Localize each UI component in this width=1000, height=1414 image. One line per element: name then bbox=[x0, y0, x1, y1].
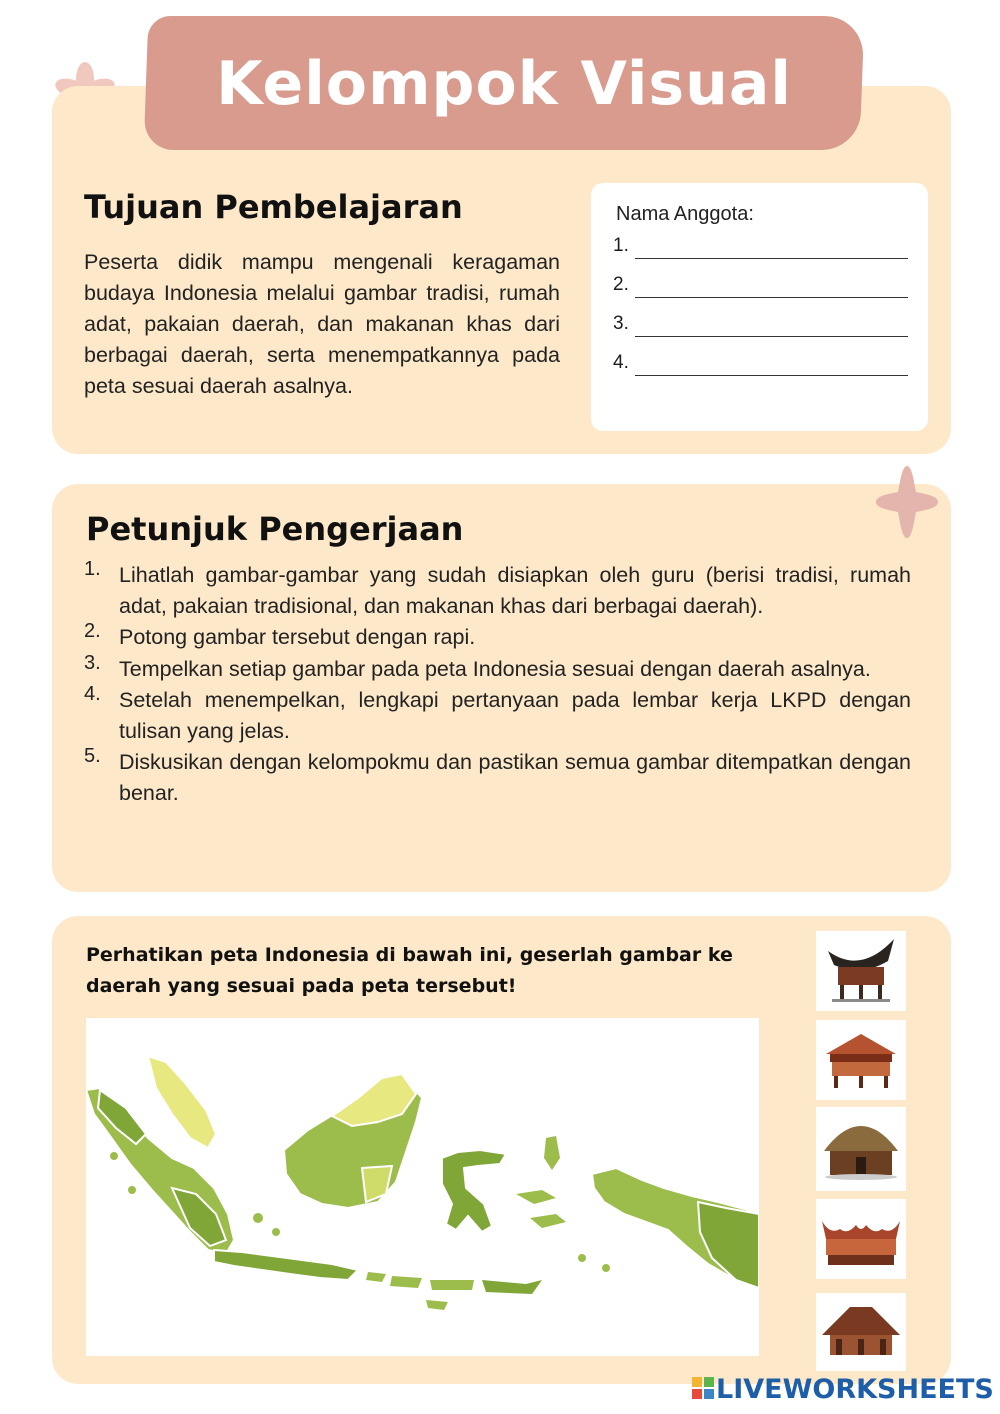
member-number: 1. bbox=[613, 235, 629, 256]
map-region-nusa-tenggara-4 bbox=[482, 1280, 542, 1294]
map-region-island bbox=[272, 1228, 280, 1236]
instructions-list bbox=[84, 560, 911, 810]
step-number: 1. bbox=[84, 558, 101, 580]
page-title: Kelompok Visual bbox=[216, 49, 792, 119]
map-region-java bbox=[214, 1250, 358, 1280]
activity-prompt: Perhatikan peta Indonesia di bawah ini, geserlah gambar ke daerah yang sesuai pada peta tersebut! bbox=[86, 944, 733, 997]
map-region-island bbox=[578, 1254, 586, 1262]
step-text: Diskusikan dengan kelompokmu dan pastikan semua gambar ditempatkan dengan benar. bbox=[119, 750, 911, 806]
rumah-gadang-icon bbox=[816, 1199, 906, 1279]
map-region-island bbox=[128, 1186, 136, 1194]
map-region-island bbox=[110, 1152, 118, 1160]
map-region-malaya bbox=[148, 1056, 216, 1148]
member-row bbox=[613, 268, 908, 298]
map-region-maluku bbox=[544, 1136, 560, 1170]
objectives-heading: Tujuan Pembelajaran bbox=[84, 188, 463, 226]
draggable-house-image[interactable] bbox=[816, 1293, 906, 1371]
members-label: Nama Anggota: bbox=[616, 203, 754, 225]
map-region-maluku-2 bbox=[516, 1190, 556, 1204]
step-number: 5. bbox=[84, 745, 101, 768]
members-box bbox=[591, 183, 928, 431]
tongkonan-house-icon bbox=[816, 931, 906, 1011]
map-region-sulawesi bbox=[442, 1150, 506, 1232]
map-region-nusa-tenggara-5 bbox=[426, 1300, 448, 1310]
member-number: 4. bbox=[613, 352, 629, 373]
instructions-heading: Petunjuk Pengerjaan bbox=[86, 510, 464, 548]
honai-house-icon bbox=[816, 1107, 906, 1191]
member-name-field[interactable] bbox=[635, 336, 908, 337]
member-row bbox=[613, 229, 908, 259]
rumah-adat-icon bbox=[816, 1020, 906, 1100]
member-row bbox=[613, 307, 908, 337]
joglo-house-icon bbox=[816, 1293, 906, 1371]
list-item bbox=[84, 747, 911, 809]
step-text: Setelah menempelkan, lengkapi pertanyaan pada lembar kerja LKPD dengan tulisan yang jelas. bbox=[119, 687, 911, 744]
objectives-text: Peserta didik mampu mengenali keragaman budaya Indonesia melalui gambar tradisi, rumah adat, pakaian daerah, dan makanan khas dari berbagai daerah, serta menempatkannya pada peta sesuai daerah asalnya. bbox=[84, 250, 560, 398]
step-text: Potong gambar tersebut dengan rapi. bbox=[119, 625, 476, 650]
map-drop-area[interactable] bbox=[86, 1018, 759, 1356]
map-region-nusa-tenggara-3 bbox=[430, 1280, 474, 1290]
sparkle-decoration-icon bbox=[872, 462, 942, 542]
brand-text: LIVEWORKSHEETS bbox=[716, 1374, 994, 1405]
step-number: 4. bbox=[84, 682, 101, 705]
member-name-field[interactable] bbox=[635, 297, 908, 298]
map-region-island bbox=[602, 1264, 610, 1272]
step-number: 2. bbox=[84, 620, 101, 643]
draggable-house-image[interactable] bbox=[816, 1020, 906, 1100]
list-item bbox=[84, 560, 911, 622]
draggable-house-image[interactable] bbox=[816, 1107, 906, 1191]
list-item bbox=[84, 682, 911, 747]
map-region-nusa-tenggara-2 bbox=[390, 1276, 422, 1288]
map-region-nusa-tenggara bbox=[366, 1272, 386, 1282]
draggable-house-image[interactable] bbox=[816, 1199, 906, 1279]
indonesia-map bbox=[86, 1018, 759, 1356]
member-row bbox=[613, 346, 908, 376]
map-region-kalimantan-south bbox=[362, 1166, 392, 1202]
member-name-field[interactable] bbox=[635, 375, 908, 376]
member-name-field[interactable] bbox=[635, 258, 908, 259]
liveworksheets-logo-icon bbox=[692, 1377, 714, 1401]
list-item bbox=[84, 622, 911, 653]
draggable-house-image[interactable] bbox=[816, 931, 906, 1011]
map-region-maluku-3 bbox=[530, 1214, 566, 1228]
brand-logo bbox=[692, 1374, 994, 1406]
step-number: 3. bbox=[84, 651, 101, 674]
member-number: 3. bbox=[613, 313, 629, 334]
step-text: Lihatlah gambar-gambar yang sudah disiapkan oleh guru (berisi tradisi, rumah adat, pakaian tradisional, dan makanan khas dari berbagai daerah). bbox=[119, 563, 911, 619]
step-text: Tempelkan setiap gambar pada peta Indonesia sesuai dengan daerah asalnya. bbox=[119, 656, 871, 681]
map-region-island bbox=[253, 1213, 263, 1223]
list-item bbox=[84, 651, 911, 685]
member-number: 2. bbox=[613, 274, 629, 295]
